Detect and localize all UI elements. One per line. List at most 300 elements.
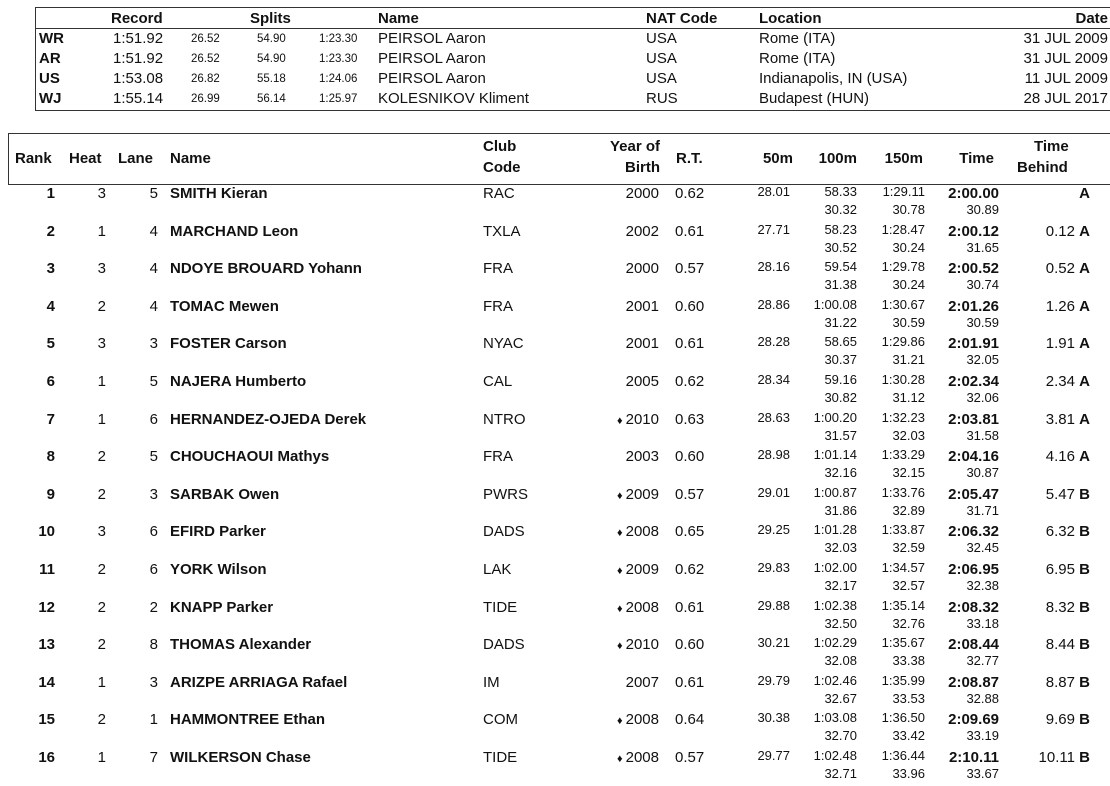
athlete-name: HAMMONTREE Ethan [170, 711, 325, 729]
year-of-birth [617, 523, 659, 542]
club-code: TIDE [483, 749, 518, 766]
lane: 6 [149, 410, 158, 428]
year-of-birth-value: 2008 [625, 711, 659, 729]
heat: 2 [97, 598, 106, 616]
year-of-birth [626, 674, 659, 692]
lap-200m: 30.87 [966, 465, 999, 481]
time-behind-value: 5.47 [1045, 485, 1075, 503]
qualifying-standard: B [1079, 636, 1090, 654]
reaction-time: 0.57 [675, 260, 705, 278]
reaction-time: 0.60 [675, 297, 705, 315]
lap-100m: 32.67 [824, 690, 857, 706]
lap-100m: 30.37 [824, 352, 857, 368]
lap-200m: 30.59 [966, 314, 999, 330]
final-time: 2:08.44 [948, 636, 999, 654]
record-split-100: 55.18 [257, 73, 286, 85]
time-behind [1046, 335, 1090, 353]
athlete-name: TOMAC Mewen [170, 297, 279, 315]
record-nat-code: USA [646, 70, 677, 87]
time-behind-value: 0.12 [1045, 222, 1075, 240]
final-time: 2:08.87 [948, 673, 999, 691]
reaction-time: 0.62 [675, 561, 705, 578]
time-behind [1046, 523, 1090, 541]
lap-150m: 33.38 [892, 653, 925, 669]
qualifying-standard: A [1079, 373, 1090, 390]
header-100m: 100m [818, 150, 857, 167]
result-row [0, 710, 1110, 748]
reaction-time: 0.65 [675, 523, 705, 541]
qualifying-standard: B [1079, 598, 1090, 616]
heat: 3 [97, 185, 106, 202]
record-split-50: 26.99 [191, 93, 220, 105]
lap-100m: 32.50 [824, 615, 857, 631]
rank: 8 [46, 448, 55, 466]
lap-150m: 32.76 [892, 615, 925, 631]
record-date: 31 JUL 2009 [1023, 50, 1108, 67]
junior-diamond-icon: ♦ [617, 527, 623, 540]
heat: 2 [97, 711, 106, 729]
records-header-name: Name [378, 10, 419, 27]
record-time: 1:51.92 [113, 50, 164, 67]
year-of-birth [626, 448, 659, 466]
results-header [8, 133, 1110, 185]
heat: 3 [97, 260, 106, 278]
lap-200m: 30.74 [966, 277, 999, 293]
year-of-birth-value: 2008 [625, 598, 659, 616]
lane: 7 [149, 749, 158, 766]
qualifying-standard: B [1079, 485, 1090, 503]
lap-200m: 33.19 [966, 728, 999, 744]
qualifying-standard: A [1079, 297, 1090, 315]
lap-100m: 32.08 [824, 653, 857, 669]
result-row [0, 447, 1110, 485]
split-100m: 58.33 [824, 184, 857, 199]
time-behind-value: 3.81 [1045, 410, 1075, 428]
lap-150m: 30.78 [892, 202, 925, 217]
split-150m: 1:33.29 [881, 447, 925, 463]
final-time: 2:01.91 [948, 335, 999, 353]
athlete-name: ARIZPE ARRIAGA Rafael [170, 673, 348, 691]
lane: 4 [149, 260, 158, 278]
lap-100m: 30.52 [824, 239, 857, 255]
time-behind [1039, 749, 1090, 767]
year-of-birth-value: 2009 [625, 561, 659, 578]
split-150m: 1:36.44 [881, 748, 925, 763]
time-behind-value: 1.91 [1045, 335, 1075, 353]
lap-200m: 31.65 [966, 239, 999, 255]
athlete-name: EFIRD Parker [170, 523, 266, 541]
final-time: 2:10.11 [948, 749, 999, 766]
lane: 4 [149, 222, 158, 240]
qualifying-standard: A [1079, 260, 1090, 278]
rank: 1 [46, 185, 55, 202]
lap-100m: 31.57 [824, 427, 857, 443]
heat: 2 [97, 485, 106, 503]
split-150m: 1:29.78 [881, 259, 925, 275]
club-code: FRA [483, 260, 513, 278]
rank: 9 [46, 485, 55, 503]
club-code: RAC [483, 185, 515, 202]
header-name: Name [170, 150, 211, 167]
final-time: 2:08.32 [948, 598, 999, 616]
lap-150m: 30.59 [892, 314, 925, 330]
lane: 2 [149, 598, 158, 616]
result-row [0, 222, 1110, 260]
split-100m: 1:02.46 [813, 672, 857, 688]
heat: 3 [97, 523, 106, 541]
lap-150m: 30.24 [892, 277, 925, 293]
lap-100m: 31.22 [824, 314, 857, 330]
junior-diamond-icon: ♦ [617, 565, 623, 577]
split-50m: 29.77 [757, 748, 790, 763]
split-50m: 30.21 [757, 635, 790, 651]
split-50m: 29.79 [757, 672, 790, 688]
rank: 13 [38, 636, 55, 654]
reaction-time: 0.61 [675, 673, 705, 691]
split-50m: 29.83 [757, 560, 790, 575]
lap-200m: 33.18 [966, 615, 999, 631]
lap-200m: 32.45 [966, 540, 999, 556]
year-of-birth-value: 2008 [625, 749, 659, 766]
junior-diamond-icon: ♦ [617, 602, 623, 615]
athlete-name: CHOUCHAOUI Mathys [170, 448, 330, 466]
year-of-birth-value: 2000 [625, 185, 659, 202]
split-50m: 28.86 [757, 296, 790, 312]
club-code: TIDE [483, 598, 518, 616]
header-lane: Lane [118, 150, 154, 167]
athlete-name: FOSTER Carson [170, 335, 287, 353]
club-code: LAK [483, 561, 512, 578]
lap-200m: 31.71 [966, 502, 999, 518]
record-split-100: 56.14 [257, 93, 286, 105]
rank: 6 [46, 373, 55, 390]
club-code: PWRS [483, 485, 528, 503]
qualifying-standard: A [1079, 185, 1090, 202]
final-time: 2:02.34 [948, 373, 999, 390]
record-location: Rome (ITA) [759, 30, 836, 47]
split-150m: 1:29.86 [881, 334, 925, 350]
year-of-birth [617, 599, 659, 618]
time-behind-value: 6.32 [1045, 523, 1075, 541]
lap-150m: 32.15 [892, 465, 925, 481]
header-behind-line2: Behind [1017, 159, 1068, 176]
lane: 6 [149, 561, 158, 578]
time-behind-value: 10.11 [1038, 749, 1075, 766]
lap-100m: 32.16 [824, 465, 857, 481]
junior-diamond-icon: ♦ [617, 414, 623, 427]
reaction-time: 0.61 [675, 335, 705, 353]
header-club-line2: Code [483, 159, 521, 176]
athlete-name: YORK Wilson [170, 561, 267, 578]
record-type: AR [39, 50, 61, 67]
split-150m: 1:32.23 [881, 409, 925, 425]
lap-200m: 30.89 [966, 202, 999, 217]
lane: 3 [149, 335, 158, 353]
split-100m: 1:00.87 [813, 484, 857, 500]
header-50m: 50m [762, 150, 793, 167]
time-behind-value: 8.87 [1045, 673, 1075, 691]
year-of-birth [626, 185, 659, 203]
lap-150m: 31.21 [892, 352, 925, 368]
record-split-150: 1:25.97 [319, 93, 358, 105]
record-time: 1:51.92 [113, 30, 164, 47]
time-behind [1046, 486, 1090, 504]
records-header-divider [36, 28, 1110, 29]
split-100m: 1:00.08 [813, 296, 857, 312]
header-rank: Rank [15, 150, 52, 167]
split-150m: 1:35.14 [881, 597, 925, 613]
lap-200m: 31.58 [966, 427, 999, 443]
split-50m: 27.71 [757, 221, 790, 237]
heat: 1 [97, 410, 106, 428]
final-time: 2:01.26 [948, 297, 999, 315]
year-of-birth-value: 2003 [625, 448, 659, 466]
junior-diamond-icon: ♦ [617, 640, 623, 653]
split-100m: 58.65 [824, 334, 857, 350]
header-club-line1: Club [483, 138, 517, 155]
record-time: 1:53.08 [113, 70, 164, 87]
qualifying-standard: A [1079, 410, 1090, 428]
year-of-birth-value: 2001 [625, 335, 659, 353]
lane: 4 [149, 297, 158, 315]
header-heat: Heat [69, 150, 102, 167]
club-code: IM [483, 673, 500, 691]
result-row [0, 560, 1110, 598]
record-type: US [39, 70, 60, 87]
year-of-birth [617, 636, 659, 655]
qualifying-standard: A [1079, 448, 1090, 466]
club-code: NYAC [483, 335, 524, 353]
time-behind [1046, 561, 1090, 579]
time-behind [1046, 298, 1090, 316]
record-split-150: 1:23.30 [319, 53, 358, 65]
lap-150m: 31.12 [892, 390, 925, 405]
lap-100m: 31.38 [824, 277, 857, 293]
lap-200m: 33.67 [966, 766, 999, 781]
result-row [0, 334, 1110, 372]
records-table [35, 7, 1110, 111]
lap-200m: 32.38 [966, 578, 999, 593]
rank: 5 [46, 335, 55, 353]
time-behind [1046, 373, 1090, 391]
time-behind [1046, 411, 1090, 429]
header-behind-line1: Time [1034, 138, 1069, 155]
lap-100m: 32.70 [824, 728, 857, 744]
records-header-splits: Splits [250, 10, 291, 27]
lap-100m: 31.86 [824, 502, 857, 518]
split-50m: 28.16 [757, 259, 790, 275]
athlete-name: THOMAS Alexander [170, 636, 312, 654]
split-100m: 1:02.29 [813, 635, 857, 651]
time-behind [1046, 636, 1090, 654]
year-of-birth [626, 373, 659, 391]
split-50m: 28.28 [757, 334, 790, 350]
record-type: WR [39, 30, 64, 47]
final-time: 2:00.00 [948, 185, 999, 202]
result-row [0, 410, 1110, 448]
header-time: Time [959, 150, 994, 167]
club-code: TXLA [483, 222, 521, 240]
header-yob-line1: Year of [609, 138, 660, 155]
time-behind-value: 9.69 [1045, 711, 1075, 729]
year-of-birth-value: 2009 [625, 485, 659, 503]
qualifying-standard: A [1079, 222, 1090, 240]
athlete-name: WILKERSON Chase [170, 749, 311, 766]
rank: 10 [38, 523, 55, 541]
rank: 12 [38, 598, 55, 616]
split-50m: 29.25 [757, 522, 790, 538]
final-time: 2:03.81 [948, 410, 999, 428]
split-50m: 29.01 [757, 484, 790, 500]
junior-diamond-icon: ♦ [617, 715, 623, 728]
result-row [0, 372, 1110, 410]
reaction-time: 0.57 [675, 749, 705, 766]
lap-100m: 30.82 [824, 390, 857, 405]
year-of-birth-value: 2005 [625, 373, 659, 390]
rank: 4 [46, 297, 55, 315]
year-of-birth [617, 711, 659, 730]
lap-150m: 32.59 [892, 540, 925, 556]
record-split-150: 1:23.30 [319, 33, 358, 45]
time-behind-value: 8.32 [1045, 598, 1075, 616]
lap-100m: 30.32 [824, 202, 857, 217]
split-50m: 28.63 [757, 409, 790, 425]
split-150m: 1:35.99 [881, 672, 925, 688]
split-150m: 1:30.28 [881, 372, 925, 387]
year-of-birth [617, 486, 659, 505]
split-150m: 1:35.67 [881, 635, 925, 651]
result-row [0, 184, 1110, 222]
record-holder-name: PEIRSOL Aaron [378, 70, 486, 87]
time-behind [1046, 223, 1090, 241]
header-150m: 150m [884, 150, 923, 167]
year-of-birth [617, 561, 659, 580]
athlete-name: MARCHAND Leon [170, 222, 299, 240]
year-of-birth-value: 2010 [625, 636, 659, 654]
result-row [0, 522, 1110, 560]
year-of-birth-value: 2007 [625, 673, 659, 691]
records-header-date: Date [1075, 10, 1108, 27]
qualifying-standard: A [1079, 335, 1090, 353]
reaction-time: 0.63 [675, 410, 705, 428]
qualifying-standard: B [1079, 561, 1090, 578]
athlete-name: NAJERA Humberto [170, 373, 307, 390]
split-50m: 28.98 [757, 447, 790, 463]
records-header-location: Location [759, 10, 822, 27]
record-holder-name: PEIRSOL Aaron [378, 50, 486, 67]
split-100m: 1:01.14 [813, 447, 857, 463]
year-of-birth-value: 2001 [625, 297, 659, 315]
final-time: 2:06.32 [948, 523, 999, 541]
record-nat-code: RUS [646, 90, 678, 107]
final-time: 2:00.52 [948, 260, 999, 278]
heat: 2 [97, 448, 106, 466]
time-behind [1046, 599, 1090, 617]
lap-200m: 32.77 [966, 653, 999, 669]
reaction-time: 0.60 [675, 636, 705, 654]
result-row [0, 748, 1110, 786]
qualifying-standard: B [1079, 673, 1090, 691]
reaction-time: 0.62 [675, 185, 705, 202]
heat: 1 [97, 222, 106, 240]
club-code: FRA [483, 297, 513, 315]
year-of-birth-value: 2010 [625, 410, 659, 428]
split-150m: 1:33.76 [881, 484, 925, 500]
record-date: 28 JUL 2017 [1023, 90, 1108, 107]
year-of-birth [626, 298, 659, 316]
lap-150m: 32.57 [892, 578, 925, 593]
result-row [0, 635, 1110, 673]
junior-diamond-icon: ♦ [617, 753, 623, 765]
lane: 3 [149, 485, 158, 503]
qualifying-standard: B [1079, 749, 1090, 766]
time-behind-value: 6.95 [1045, 561, 1075, 578]
record-time: 1:55.14 [113, 90, 164, 107]
athlete-name: KNAPP Parker [170, 598, 274, 616]
lap-150m: 33.42 [892, 728, 925, 744]
lap-150m: 32.89 [892, 502, 925, 518]
time-behind-value: 8.44 [1045, 636, 1075, 654]
heat: 2 [97, 561, 106, 578]
split-100m: 1:02.48 [813, 748, 857, 763]
athlete-name: SMITH Kieran [170, 185, 268, 202]
lane: 3 [149, 673, 158, 691]
lap-200m: 32.06 [966, 390, 999, 405]
reaction-time: 0.57 [675, 485, 705, 503]
split-100m: 59.54 [824, 259, 857, 275]
lap-150m: 30.24 [892, 239, 925, 255]
athlete-name: HERNANDEZ-OJEDA Derek [170, 410, 367, 428]
heat: 2 [97, 297, 106, 315]
lap-200m: 32.05 [966, 352, 999, 368]
rank: 14 [38, 673, 55, 691]
lane: 5 [149, 448, 158, 466]
split-100m: 1:00.20 [813, 409, 857, 425]
records-header-nat-code: NAT Code [646, 10, 718, 27]
record-split-150: 1:24.06 [319, 73, 358, 85]
split-150m: 1:34.57 [881, 560, 925, 575]
club-code: CAL [483, 373, 513, 390]
reaction-time: 0.60 [675, 448, 705, 466]
record-holder-name: KOLESNIKOV Kliment [378, 90, 529, 107]
split-150m: 1:29.11 [882, 184, 925, 199]
heat: 1 [97, 373, 106, 390]
lap-100m: 32.17 [824, 578, 857, 593]
record-split-50: 26.52 [191, 33, 220, 45]
time-behind [1046, 448, 1090, 466]
heat: 3 [97, 335, 106, 353]
time-behind [1079, 185, 1090, 203]
lap-100m: 32.71 [824, 766, 857, 781]
time-behind [1046, 674, 1090, 692]
split-50m: 29.88 [757, 597, 790, 613]
split-50m: 28.01 [757, 184, 790, 199]
year-of-birth-value: 2002 [625, 222, 659, 240]
split-100m: 59.16 [824, 372, 857, 387]
rank: 7 [46, 410, 55, 428]
time-behind-value: 4.16 [1045, 448, 1075, 466]
year-of-birth-value: 2008 [625, 523, 659, 541]
record-holder-name: PEIRSOL Aaron [378, 30, 486, 47]
record-nat-code: USA [646, 30, 677, 47]
qualifying-standard: B [1079, 711, 1090, 729]
result-row [0, 598, 1110, 636]
record-split-100: 54.90 [257, 53, 286, 65]
club-code: NTRO [483, 410, 526, 428]
final-time: 2:04.16 [948, 448, 999, 466]
rank: 2 [46, 222, 55, 240]
split-150m: 1:36.50 [881, 710, 925, 726]
